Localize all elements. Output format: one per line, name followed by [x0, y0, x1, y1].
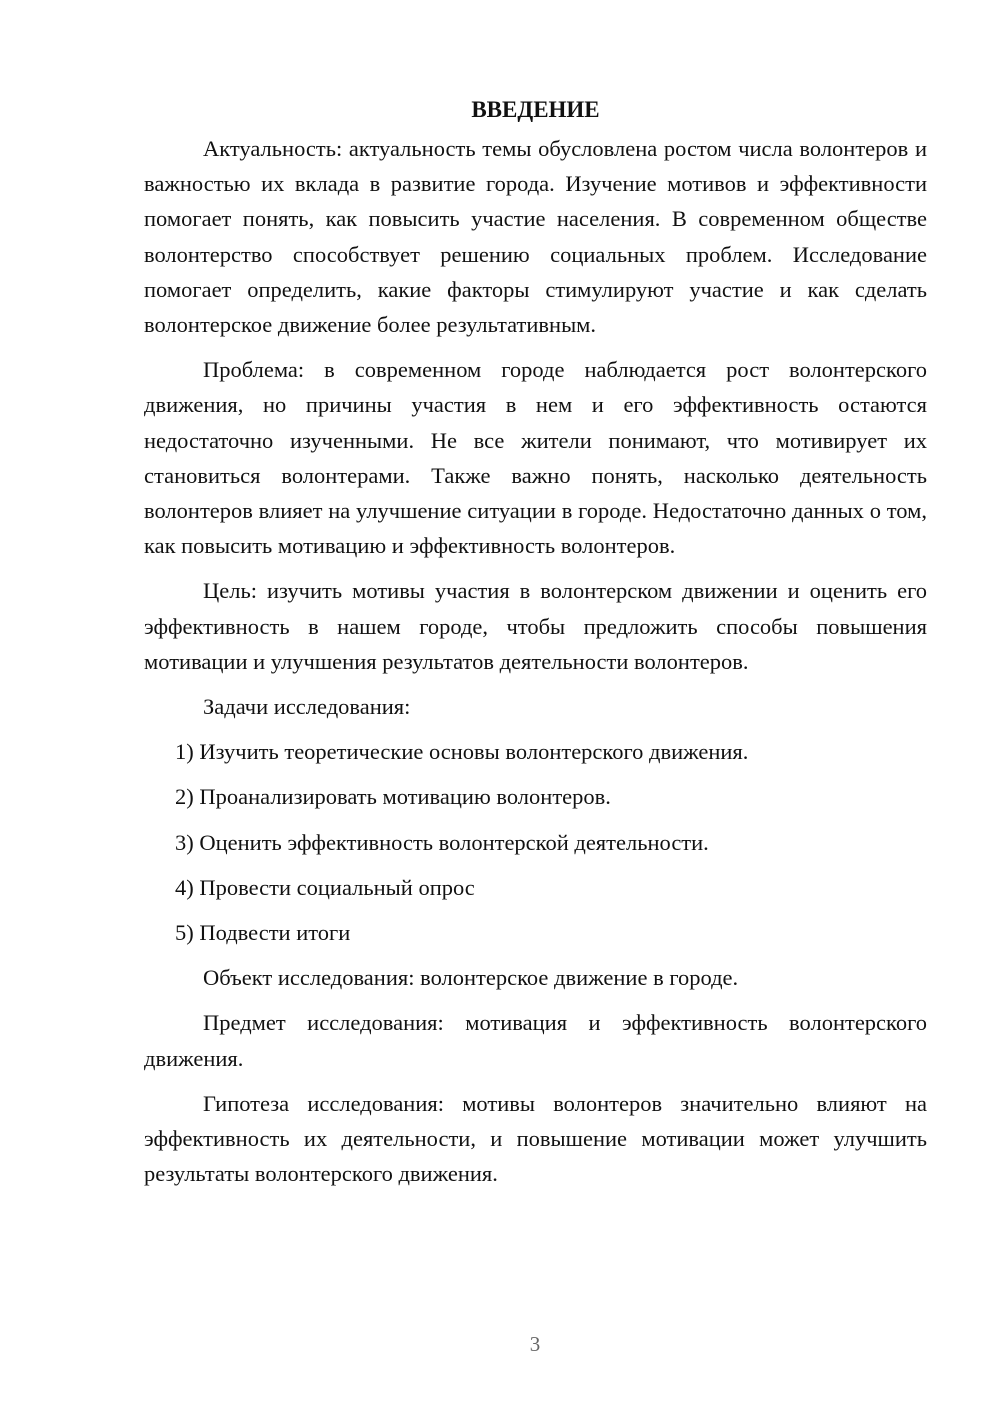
problem-paragraph: Проблема: в современном городе наблюдается рост волонтерского движения, но причины участия в нем и его эффективность остаются недостаточно изученными. Не все жители понимают, что мотивирует их становиться волонтерами. Также важно понять, насколько деятельность волонтеров влияет на улучшение ситуации в городе. Недостаточно данных о том, как повысить мотивацию и эффективность волонтеров. — [144, 357, 927, 559]
tasks-heading: Задачи исследования: — [203, 694, 411, 720]
object-paragraph: Объект исследования: волонтерское движение в городе. — [203, 965, 739, 991]
document-page — [144, 92, 927, 1201]
subject-paragraph: Предмет исследования: мотивация и эффективность волонтерского движения. — [144, 1010, 927, 1071]
tasks-list — [144, 734, 927, 950]
hypothesis-paragraph: Гипотеза исследования: мотивы волонтеров значительно влияют на эффективность их деятельности, и повышение мотивации может улучшить результаты волонтерского движения. — [144, 1090, 927, 1187]
task-item: 2) Проанализировать мотивацию волонтеров. — [175, 784, 611, 810]
page-number: 3 — [529, 1332, 541, 1356]
relevance-paragraph: Актуальность: актуальность темы обусловлена ростом числа волонтеров и важностью их вклада в развитие города. Изучение мотивов и эффективности помогает понять, как повысить участие населения. В современном обществе волонтерство способствует решению социальных проблем. Исследование помогает определить, какие факторы стимулируют участие и как сделать волонтерское движение более результативным. — [144, 136, 927, 338]
task-item: 1) Изучить теоретические основы волонтерского движения. — [175, 739, 749, 765]
document-title: ВВЕДЕНИЕ — [471, 97, 600, 122]
task-item: 4) Провести социальный опрос — [175, 874, 475, 900]
task-item: 3) Оценить эффективность волонтерской деятельности. — [175, 829, 709, 855]
task-item: 5) Подвести итоги — [175, 920, 351, 946]
goal-paragraph: Цель: изучить мотивы участия в волонтерском движении и оценить его эффективность в нашем городе, чтобы предложить способы повышения мотивации и улучшения результатов деятельности волонтеров. — [144, 578, 927, 674]
